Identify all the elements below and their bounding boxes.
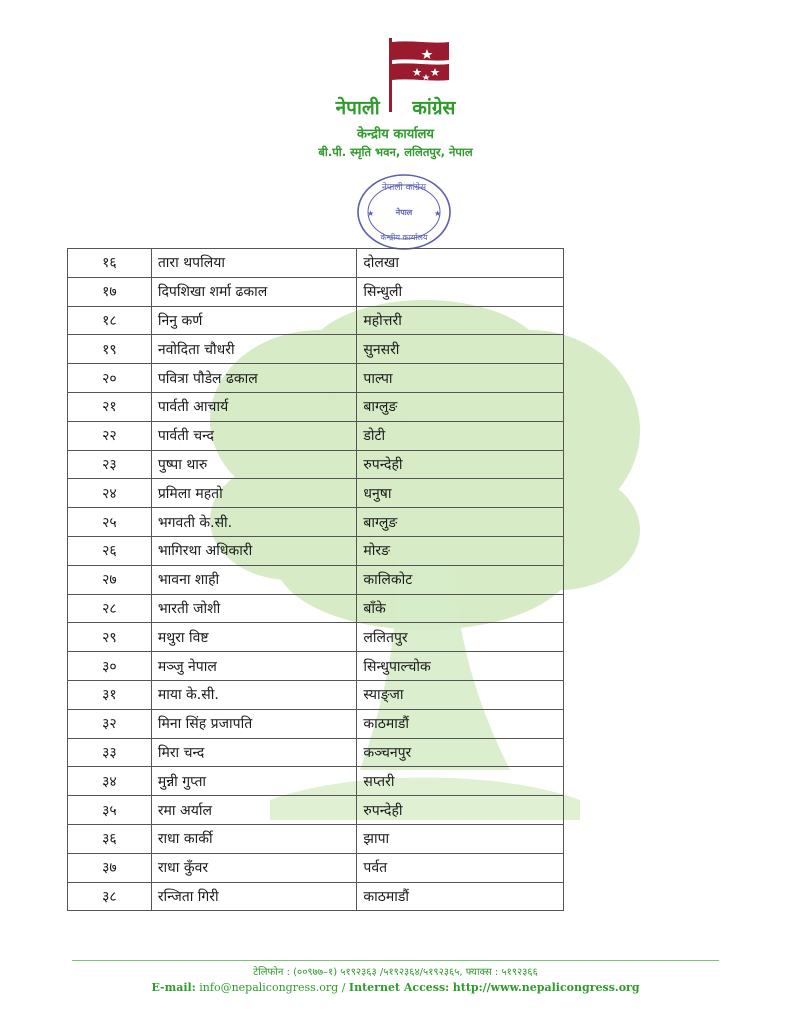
member-name: राधा कार्की xyxy=(151,824,357,853)
member-district: सिन्धुपाल्चोक xyxy=(357,652,564,681)
member-name: मथुरा विष्ट xyxy=(151,623,357,652)
row-number: ३४ xyxy=(68,767,152,796)
row-number: २० xyxy=(68,364,152,393)
member-name: पुष्पा थारु xyxy=(151,450,357,479)
table-row xyxy=(68,796,564,825)
member-district: मोरङ xyxy=(357,536,564,565)
row-number: १९ xyxy=(68,335,152,364)
office-address: बी.पी. स्मृति भवन, ललितपुर, नेपाल xyxy=(318,145,473,159)
footer-separator: / xyxy=(341,981,346,994)
member-district: कालिकोट xyxy=(357,565,564,594)
footer-contact xyxy=(0,981,791,994)
row-number: १६ xyxy=(68,249,152,278)
table-row xyxy=(68,709,564,738)
row-number: २२ xyxy=(68,421,152,450)
table-row xyxy=(68,392,564,421)
member-table xyxy=(67,248,564,911)
member-name: मिना सिंह प्रजापति xyxy=(151,709,357,738)
member-name: रन्जिता गिरी xyxy=(151,882,357,911)
member-name: मुन्नी गुप्ता xyxy=(151,767,357,796)
row-number: २८ xyxy=(68,594,152,623)
row-number: २५ xyxy=(68,508,152,537)
member-district: बाग्लुङ xyxy=(357,508,564,537)
member-district: रुपन्देही xyxy=(357,450,564,479)
table-row xyxy=(68,335,564,364)
member-district: सिन्धुली xyxy=(357,277,564,306)
table-row xyxy=(68,536,564,565)
member-name: भागिरथा अधिकारी xyxy=(151,536,357,565)
member-name: निनु कर्ण xyxy=(151,306,357,335)
row-number: २९ xyxy=(68,623,152,652)
email-link[interactable]: info@nepalicongress.org xyxy=(199,981,339,994)
member-name: मञ्जु नेपाल xyxy=(151,652,357,681)
member-name: तारा थपलिया xyxy=(151,249,357,278)
table-row xyxy=(68,853,564,882)
row-number: ३१ xyxy=(68,680,152,709)
member-district: सुनसरी xyxy=(357,335,564,364)
table-row xyxy=(68,249,564,278)
member-district: महोत्तरी xyxy=(357,306,564,335)
internet-label: Internet Access: xyxy=(348,981,450,994)
table-row xyxy=(68,824,564,853)
table-row xyxy=(68,508,564,537)
member-name: प्रमिला महतो xyxy=(151,479,357,508)
table-row xyxy=(68,652,564,681)
table-row xyxy=(68,594,564,623)
member-district: झापा xyxy=(357,824,564,853)
member-name: दिपशिखा शर्मा ढकाल xyxy=(151,277,357,306)
table-row xyxy=(68,450,564,479)
member-district: ललितपुर xyxy=(357,623,564,652)
member-district: बाँके xyxy=(357,594,564,623)
table-row xyxy=(68,364,564,393)
member-district: पाल्पा xyxy=(357,364,564,393)
table-row xyxy=(68,479,564,508)
row-number: ३८ xyxy=(68,882,152,911)
member-district: धनुषा xyxy=(357,479,564,508)
row-number: २७ xyxy=(68,565,152,594)
member-district: काठमाडौं xyxy=(357,882,564,911)
table-row xyxy=(68,680,564,709)
member-name: मिरा चन्द xyxy=(151,738,357,767)
row-number: २१ xyxy=(68,392,152,421)
member-name: रमा अर्याल xyxy=(151,796,357,825)
table-row xyxy=(68,277,564,306)
member-district: स्याङ्जा xyxy=(357,680,564,709)
official-seal xyxy=(354,172,454,252)
member-district: बाग्लुङ xyxy=(357,392,564,421)
table-row xyxy=(68,623,564,652)
row-number: ३२ xyxy=(68,709,152,738)
footer-divider xyxy=(72,960,719,961)
table-row xyxy=(68,565,564,594)
member-name: पार्वती चन्द xyxy=(151,421,357,450)
row-number: १७ xyxy=(68,277,152,306)
table-row xyxy=(68,421,564,450)
row-number: २६ xyxy=(68,536,152,565)
seal-star-icon: ★ xyxy=(434,209,442,218)
member-district: कञ्चनपुर xyxy=(357,738,564,767)
seal-center-text: नेपाल xyxy=(395,208,413,217)
table-row xyxy=(68,738,564,767)
member-district: काठमाडौं xyxy=(357,709,564,738)
member-name: पवित्रा पौडेल ढकाल xyxy=(151,364,357,393)
member-name: भारती जोशी xyxy=(151,594,357,623)
member-name: राधा कुँवर xyxy=(151,853,357,882)
member-district: रुपन्देही xyxy=(357,796,564,825)
row-number: १८ xyxy=(68,306,152,335)
member-district: सप्तरी xyxy=(357,767,564,796)
row-number: ३० xyxy=(68,652,152,681)
email-label: E-mail: xyxy=(151,981,196,994)
row-number: ३३ xyxy=(68,738,152,767)
table-row xyxy=(68,882,564,911)
member-name: माया के.सी. xyxy=(151,680,357,709)
org-name: नेपाली कांग्रेस xyxy=(335,97,456,119)
row-number: २३ xyxy=(68,450,152,479)
row-number: २४ xyxy=(68,479,152,508)
member-district: दोलखा xyxy=(357,249,564,278)
seal-bottom-text: केन्द्रीय कार्यालय xyxy=(380,233,428,242)
website-link[interactable]: http://www.nepalicongress.org xyxy=(452,981,640,994)
office-name: केन्द्रीय कार्यालय xyxy=(357,127,434,142)
member-name: नवोदिता चौधरी xyxy=(151,335,357,364)
table-row xyxy=(68,306,564,335)
member-district: पर्वत xyxy=(357,853,564,882)
row-number: ३६ xyxy=(68,824,152,853)
member-name: भावना शाही xyxy=(151,565,357,594)
member-district: डोटी xyxy=(357,421,564,450)
member-name: भगवती के.सी. xyxy=(151,508,357,537)
row-number: ३५ xyxy=(68,796,152,825)
member-name: पार्वती आचार्य xyxy=(151,392,357,421)
seal-star-icon: ★ xyxy=(367,209,375,218)
seal-top-text: नेपाली कांग्रेस xyxy=(381,183,427,193)
row-number: ३७ xyxy=(68,853,152,882)
table-row xyxy=(68,767,564,796)
footer-phone: टेलिफोन : (००९७७–१) ५१९२३६३ /५१९२३६४/५१९२३६५, फ्याक्स : ५१९२३६६ xyxy=(253,967,538,978)
